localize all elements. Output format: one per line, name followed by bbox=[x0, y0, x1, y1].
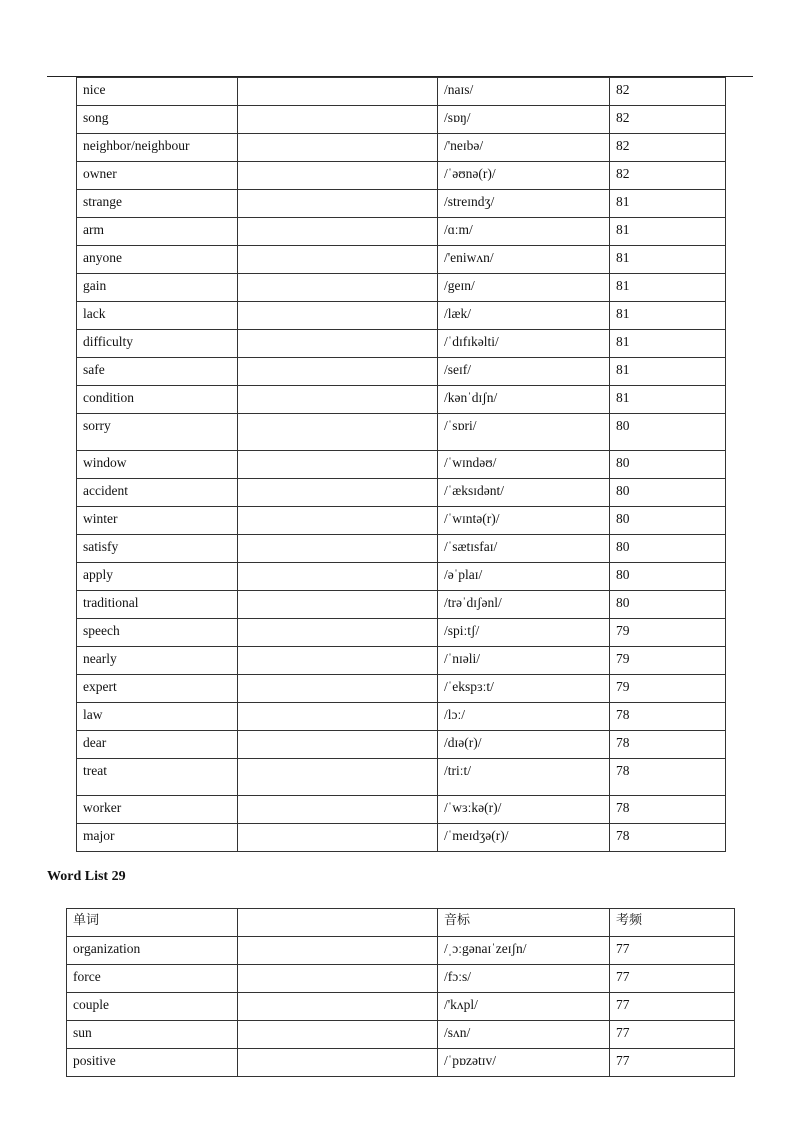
meaning-cell bbox=[238, 507, 438, 535]
frequency-cell: 78 bbox=[610, 731, 726, 759]
word-cell: traditional bbox=[77, 591, 238, 619]
frequency-cell: 82 bbox=[610, 106, 726, 134]
frequency-cell: 82 bbox=[610, 162, 726, 190]
meaning-cell bbox=[238, 619, 438, 647]
meaning-cell bbox=[238, 246, 438, 274]
frequency-cell: 80 bbox=[610, 451, 726, 479]
word-cell: dear bbox=[77, 731, 238, 759]
word-cell: strange bbox=[77, 190, 238, 218]
meaning-cell bbox=[238, 479, 438, 507]
frequency-cell: 80 bbox=[610, 479, 726, 507]
frequency-cell: 81 bbox=[610, 190, 726, 218]
phonetic-cell: /dɪə(r)/ bbox=[438, 731, 610, 759]
frequency-cell: 80 bbox=[610, 563, 726, 591]
meaning-cell bbox=[238, 218, 438, 246]
table-row bbox=[77, 731, 726, 759]
word-cell: nice bbox=[77, 78, 238, 106]
word-cell: condition bbox=[77, 386, 238, 414]
word-cell: winter bbox=[77, 507, 238, 535]
header-phonetic: 音标 bbox=[438, 909, 610, 937]
meaning-cell bbox=[238, 78, 438, 106]
word-cell: window bbox=[77, 451, 238, 479]
meaning-cell bbox=[238, 190, 438, 218]
phonetic-cell: /ˈpɒzətɪv/ bbox=[438, 1049, 610, 1077]
frequency-cell: 78 bbox=[610, 703, 726, 731]
word-cell: neighbor/neighbour bbox=[77, 134, 238, 162]
table-row bbox=[67, 965, 735, 993]
frequency-cell: 80 bbox=[610, 535, 726, 563]
table-row bbox=[77, 106, 726, 134]
phonetic-cell: /ˈwɪndəʊ/ bbox=[438, 451, 610, 479]
frequency-cell: 79 bbox=[610, 647, 726, 675]
word-cell: force bbox=[67, 965, 238, 993]
word-cell: nearly bbox=[77, 647, 238, 675]
frequency-cell: 79 bbox=[610, 675, 726, 703]
word-cell: accident bbox=[77, 479, 238, 507]
meaning-cell bbox=[238, 1021, 438, 1049]
meaning-cell bbox=[238, 106, 438, 134]
word-table-28-body bbox=[77, 78, 726, 852]
word-cell: apply bbox=[77, 563, 238, 591]
table-row bbox=[77, 330, 726, 358]
phonetic-cell: /seɪf/ bbox=[438, 358, 610, 386]
frequency-cell: 82 bbox=[610, 134, 726, 162]
phonetic-cell: /'kʌpl/ bbox=[438, 993, 610, 1021]
meaning-cell bbox=[238, 993, 438, 1021]
frequency-cell: 80 bbox=[610, 507, 726, 535]
word-cell: safe bbox=[77, 358, 238, 386]
table-row bbox=[67, 1049, 735, 1077]
meaning-cell bbox=[238, 535, 438, 563]
meaning-cell bbox=[238, 414, 438, 451]
table-row bbox=[77, 246, 726, 274]
meaning-cell bbox=[238, 937, 438, 965]
frequency-cell: 81 bbox=[610, 358, 726, 386]
frequency-cell: 77 bbox=[610, 937, 735, 965]
meaning-cell bbox=[238, 796, 438, 824]
word-cell: expert bbox=[77, 675, 238, 703]
frequency-cell: 77 bbox=[610, 965, 735, 993]
meaning-cell bbox=[238, 759, 438, 796]
header-word: 单词 bbox=[67, 909, 238, 937]
phonetic-cell: /kənˈdɪʃn/ bbox=[438, 386, 610, 414]
table-row bbox=[77, 162, 726, 190]
word-cell: anyone bbox=[77, 246, 238, 274]
table-row bbox=[77, 479, 726, 507]
meaning-cell bbox=[238, 302, 438, 330]
table-row bbox=[77, 414, 726, 451]
frequency-cell: 78 bbox=[610, 759, 726, 796]
meaning-cell bbox=[238, 451, 438, 479]
phonetic-cell: /streɪndʒ/ bbox=[438, 190, 610, 218]
phonetic-cell: /geɪn/ bbox=[438, 274, 610, 302]
table-row bbox=[67, 1021, 735, 1049]
header-meaning bbox=[238, 909, 438, 937]
phonetic-cell: /ˈæksɪdənt/ bbox=[438, 479, 610, 507]
frequency-cell: 77 bbox=[610, 1049, 735, 1077]
phonetic-cell: /fɔːs/ bbox=[438, 965, 610, 993]
header-frequency: 考频 bbox=[610, 909, 735, 937]
frequency-cell: 80 bbox=[610, 591, 726, 619]
table-row bbox=[77, 675, 726, 703]
word-cell: worker bbox=[77, 796, 238, 824]
word-cell: speech bbox=[77, 619, 238, 647]
table-row bbox=[77, 591, 726, 619]
meaning-cell bbox=[238, 591, 438, 619]
table-row bbox=[77, 302, 726, 330]
table-row bbox=[77, 274, 726, 302]
word-cell: sun bbox=[67, 1021, 238, 1049]
frequency-cell: 78 bbox=[610, 796, 726, 824]
phonetic-cell: /ˈnɪəli/ bbox=[438, 647, 610, 675]
table-header-row bbox=[67, 909, 735, 937]
meaning-cell bbox=[238, 731, 438, 759]
phonetic-cell: /əˈplaɪ/ bbox=[438, 563, 610, 591]
word-cell: gain bbox=[77, 274, 238, 302]
table-row bbox=[77, 535, 726, 563]
meaning-cell bbox=[238, 386, 438, 414]
table-row bbox=[77, 190, 726, 218]
meaning-cell bbox=[238, 675, 438, 703]
phonetic-cell: /ˈdɪfɪkəlti/ bbox=[438, 330, 610, 358]
table-row bbox=[77, 796, 726, 824]
frequency-cell: 81 bbox=[610, 246, 726, 274]
word-cell: difficulty bbox=[77, 330, 238, 358]
word-cell: owner bbox=[77, 162, 238, 190]
phonetic-cell: /ˈwɜːkə(r)/ bbox=[438, 796, 610, 824]
table-row bbox=[77, 563, 726, 591]
table-row bbox=[77, 358, 726, 386]
meaning-cell bbox=[238, 965, 438, 993]
phonetic-cell: /lɔː/ bbox=[438, 703, 610, 731]
word-cell: sorry bbox=[77, 414, 238, 451]
word-cell: treat bbox=[77, 759, 238, 796]
frequency-cell: 81 bbox=[610, 274, 726, 302]
word-cell: couple bbox=[67, 993, 238, 1021]
phonetic-cell: /ˈsɒri/ bbox=[438, 414, 610, 451]
meaning-cell bbox=[238, 563, 438, 591]
table-row bbox=[67, 993, 735, 1021]
meaning-cell bbox=[238, 134, 438, 162]
table-row bbox=[77, 703, 726, 731]
phonetic-cell: /ˈəʊnə(r)/ bbox=[438, 162, 610, 190]
meaning-cell bbox=[238, 274, 438, 302]
word-cell: positive bbox=[67, 1049, 238, 1077]
frequency-cell: 77 bbox=[610, 993, 735, 1021]
table-row bbox=[77, 619, 726, 647]
meaning-cell bbox=[238, 358, 438, 386]
phonetic-cell: /trəˈdɪʃənl/ bbox=[438, 591, 610, 619]
phonetic-cell: /ɑːm/ bbox=[438, 218, 610, 246]
frequency-cell: 82 bbox=[610, 78, 726, 106]
phonetic-cell: /spiːtʃ/ bbox=[438, 619, 610, 647]
frequency-cell: 80 bbox=[610, 414, 726, 451]
meaning-cell bbox=[238, 330, 438, 358]
frequency-cell: 81 bbox=[610, 218, 726, 246]
phonetic-cell: /ˌɔːgənaɪˈzeɪʃn/ bbox=[438, 937, 610, 965]
phonetic-cell: /ˈsætɪsfaɪ/ bbox=[438, 535, 610, 563]
section-heading: Word List 29 bbox=[47, 869, 126, 884]
phonetic-cell: /sɒŋ/ bbox=[438, 106, 610, 134]
meaning-cell bbox=[238, 647, 438, 675]
phonetic-cell: /ˈwɪntə(r)/ bbox=[438, 507, 610, 535]
table-row bbox=[77, 451, 726, 479]
word-cell: lack bbox=[77, 302, 238, 330]
table-row bbox=[77, 824, 726, 852]
table-row bbox=[77, 386, 726, 414]
meaning-cell bbox=[238, 703, 438, 731]
table-row bbox=[77, 647, 726, 675]
word-table-28 bbox=[76, 77, 726, 852]
phonetic-cell: /triːt/ bbox=[438, 759, 610, 796]
word-table-29 bbox=[66, 908, 735, 1077]
word-cell: law bbox=[77, 703, 238, 731]
phonetic-cell: /'neɪbə/ bbox=[438, 134, 610, 162]
table-row bbox=[67, 937, 735, 965]
phonetic-cell: /naɪs/ bbox=[438, 78, 610, 106]
table-row bbox=[77, 218, 726, 246]
meaning-cell bbox=[238, 1049, 438, 1077]
word-table-29-body bbox=[67, 937, 735, 1077]
frequency-cell: 78 bbox=[610, 824, 726, 852]
word-cell: song bbox=[77, 106, 238, 134]
frequency-cell: 81 bbox=[610, 386, 726, 414]
phonetic-cell: /sʌn/ bbox=[438, 1021, 610, 1049]
phonetic-cell: /ˈekspɜːt/ bbox=[438, 675, 610, 703]
frequency-cell: 77 bbox=[610, 1021, 735, 1049]
meaning-cell bbox=[238, 162, 438, 190]
frequency-cell: 79 bbox=[610, 619, 726, 647]
phonetic-cell: /'eniwʌn/ bbox=[438, 246, 610, 274]
meaning-cell bbox=[238, 824, 438, 852]
frequency-cell: 81 bbox=[610, 330, 726, 358]
word-cell: major bbox=[77, 824, 238, 852]
word-table-29-header bbox=[67, 909, 735, 937]
word-cell: organization bbox=[67, 937, 238, 965]
frequency-cell: 81 bbox=[610, 302, 726, 330]
word-cell: arm bbox=[77, 218, 238, 246]
table-row bbox=[77, 759, 726, 796]
word-cell: satisfy bbox=[77, 535, 238, 563]
phonetic-cell: /ˈmeɪdʒə(r)/ bbox=[438, 824, 610, 852]
table-row bbox=[77, 507, 726, 535]
table-row bbox=[77, 134, 726, 162]
table-row bbox=[77, 78, 726, 106]
phonetic-cell: /læk/ bbox=[438, 302, 610, 330]
